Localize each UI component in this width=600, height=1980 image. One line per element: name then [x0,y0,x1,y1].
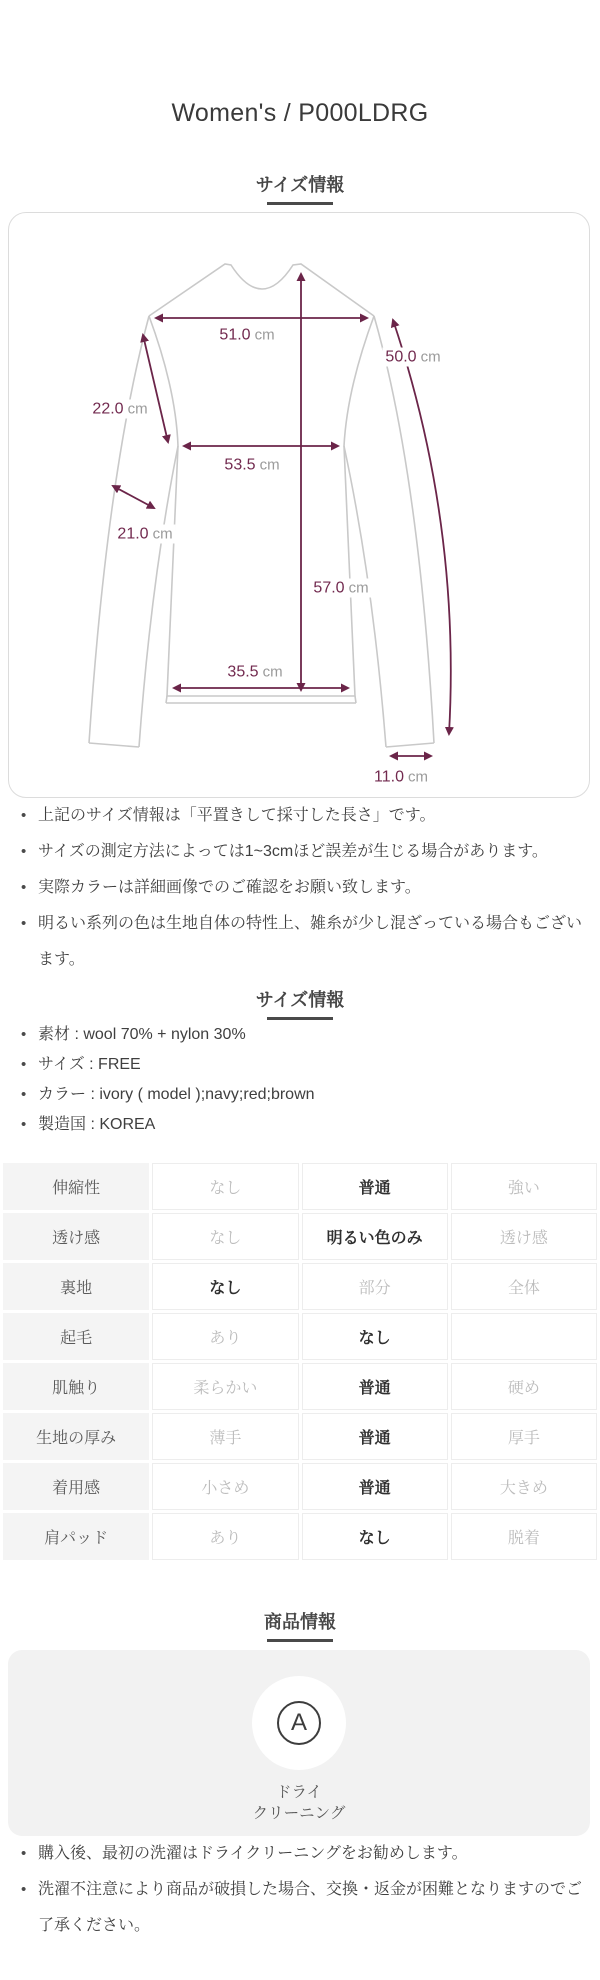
table-row [3,1163,597,1210]
table-row [3,1313,597,1360]
list-item: • サイズ : FREE [0,1050,600,1080]
care-info-panel [8,1650,590,1836]
measurement-label-sleeve-width: 21.0 cm [114,525,175,544]
care-symbol-letter: A [290,1709,307,1736]
option-cell: なし [152,1163,298,1210]
right-cuff [386,743,434,747]
measurement-arrows [113,274,451,756]
table-row [3,1413,597,1460]
option-cell-selected: 普通 [302,1163,448,1210]
size-notes-list [0,798,600,978]
arrow-armhole [143,335,168,442]
care-symbol-ring [277,1701,321,1745]
list-item: • カラー : ivory ( model );navy;red;brown [0,1080,600,1110]
option-cell: 大きめ [451,1463,597,1510]
option-cell-selected: 明るい色のみ [302,1213,448,1260]
option-cell-selected: なし [302,1513,448,1560]
option-cell: 硬め [451,1363,597,1410]
right-sleeve-outer [374,316,434,743]
table-row [3,1213,597,1260]
option-cell: なし [152,1213,298,1260]
measurement-label-chest-width: 53.5 cm [221,456,282,475]
care-notes-list [0,1836,600,1944]
size-diagram-panel [8,212,590,798]
arrow-sleeve-length [393,320,451,734]
size-info-heading [0,174,600,205]
option-cell-selected: なし [302,1313,448,1360]
product-info-heading [0,1611,600,1642]
heading-underline [267,202,333,205]
row-label: 裏地 [3,1263,149,1310]
fabric-attributes-table [0,1160,600,1563]
row-label: 生地の厚み [3,1413,149,1460]
list-item: • 明るい系列の色は生地自体の特性上、雑糸が少し混ざっている場合もございます。 [0,906,600,978]
dry-cleaning-icon [252,1676,346,1770]
list-item: • 購入後、最初の洗濯はドライクリーニングをお勧めします。 [0,1836,600,1872]
option-cell: 強い [451,1163,597,1210]
table-row [3,1263,597,1310]
row-label: 伸縮性 [3,1163,149,1210]
hem-band [166,696,356,703]
option-cell-selected: 普通 [302,1463,448,1510]
body-sides-hem [167,446,355,696]
option-cell: あり [152,1513,298,1560]
option-cell: 小さめ [152,1463,298,1510]
garment-diagram [9,213,591,799]
list-item: • 上記のサイズ情報は「平置きして採寸した長さ」です。 [0,798,600,834]
option-cell: 脱着 [451,1513,597,1560]
option-cell-selected: 普通 [302,1363,448,1410]
table-row [3,1363,597,1410]
table-row [3,1513,597,1560]
row-label: 肌触り [3,1363,149,1410]
option-cell: あり [152,1313,298,1360]
row-label: 起毛 [3,1313,149,1360]
list-item: • 洗濯不注意により商品が破損した場合、交換・返金が困難となりますのでご了承ください。 [0,1872,600,1944]
list-item: • 実際カラーは詳細画像でのご確認をお願い致します。 [0,870,600,906]
option-cell: 薄手 [152,1413,298,1460]
detail-info-heading [0,989,600,1020]
care-label: ドライ クリーニング [252,1784,346,1822]
measurement-label-cuff-width: 11.0 cm [371,768,431,787]
option-cell [451,1313,597,1360]
left-cuff [89,743,139,747]
measurement-label-armhole: 22.0 cm [89,400,150,419]
product-detail-list [0,1020,600,1140]
row-label: 透け感 [3,1213,149,1260]
option-cell: 部分 [302,1263,448,1310]
measurement-label-total-length: 57.0 cm [310,579,371,598]
option-cell: 柔らかい [152,1363,298,1410]
row-label: 肩パッド [3,1513,149,1560]
right-armhole [344,316,374,446]
table-row [3,1463,597,1510]
measurement-label-hem-width: 35.5 cm [224,663,285,682]
garment-neckline [149,264,374,316]
size-info-heading-text: サイズ情報 [255,175,345,195]
option-cell-selected: 普通 [302,1413,448,1460]
option-cell-selected: なし [152,1263,298,1310]
option-cell: 全体 [451,1263,597,1310]
measurement-label-shoulder-width: 51.0 cm [216,326,277,345]
option-cell: 厚手 [451,1413,597,1460]
detail-info-heading-text: サイズ情報 [255,990,345,1010]
arrow-sleeve-width [113,486,154,508]
heading-underline [267,1639,333,1642]
list-item: • 素材 : wool 70% + nylon 30% [0,1020,600,1050]
row-label: 着用感 [3,1463,149,1510]
list-item: • サイズの測定方法によっては1~3cmほど誤差が生じる場合があります。 [0,834,600,870]
product-info-heading-text: 商品情報 [264,1612,336,1632]
page-title: Women's / P000LDRG [171,99,429,127]
option-cell: 透け感 [451,1213,597,1260]
list-item: • 製造国 : KOREA [0,1110,600,1140]
measurement-label-sleeve-length: 50.0 cm [382,348,443,367]
